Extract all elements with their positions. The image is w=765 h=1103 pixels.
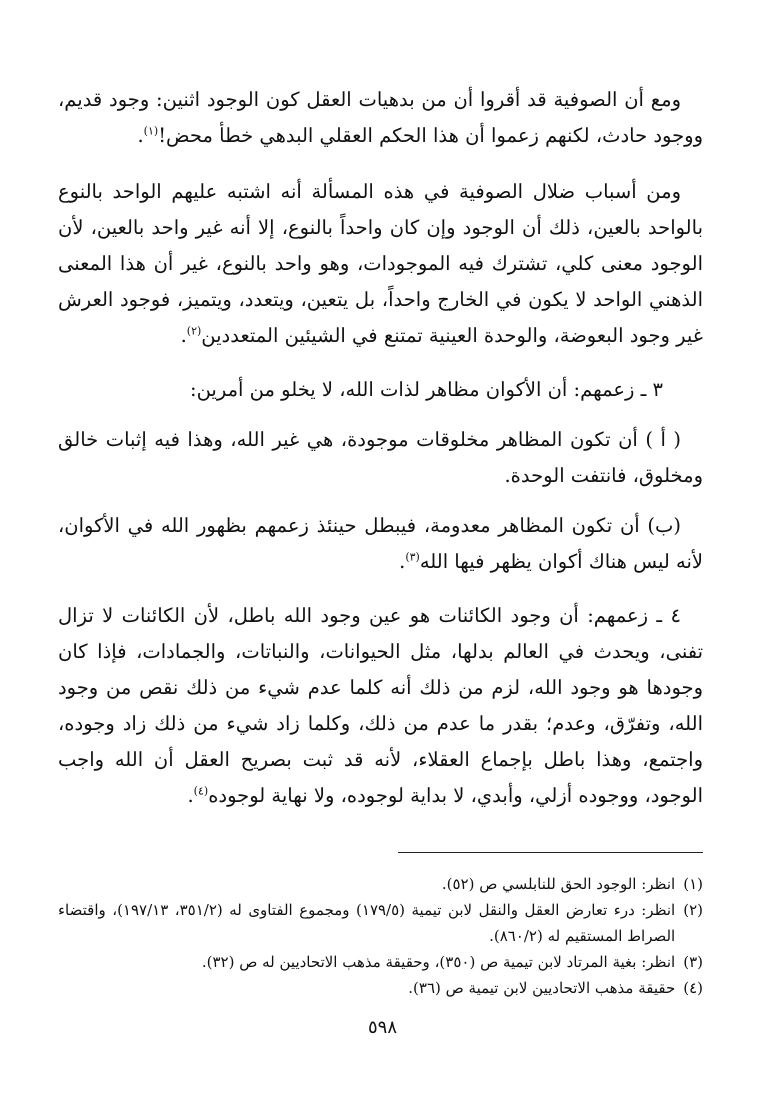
footnote-text: حقيقة مذهب الاتحاديين لابن تيمية ص (٣٦). bbox=[408, 979, 676, 997]
paragraph-3-text: ٣ ـ زعمهم: أن الأكوان مظاهر لذات الله، لا يخلو من أمرين: bbox=[190, 378, 663, 401]
paragraph-1-end: . bbox=[137, 124, 144, 147]
footnote-1 bbox=[58, 871, 703, 897]
footnote-number: (٣) bbox=[683, 953, 703, 971]
footnote-text: انظر: درء تعارض العقل والنقل لابن تيمية (١٧٩/٥) ومجموع الفتاوى له (٣٥١/٢، ١٩٧/١٣)، واقتضاء الصراط المستقيم له (٨٦٠/٢). bbox=[58, 901, 676, 945]
footnote-ref-4[interactable]: (٤) bbox=[193, 784, 209, 798]
footnotes-list bbox=[58, 871, 703, 1001]
footnote-divider bbox=[398, 852, 703, 853]
paragraph-5 bbox=[58, 508, 703, 580]
paragraph-2-text: ومن أسباب ضلال الصوفية في هذه المسألة أنه اشتبه عليهم الواحد بالنوع بالواحد بالعين، ذلك أن الوجود وإن كان واحداً بالنوع، إلا أنه غير واحد بالعين، لأن الوجود معنى كلي، تشترك فيه الموجودات، وهو واحد بالنوع، غير أن هذا المعنى الذهني الواحد لا يكون في الخارج واحداً، بل يتعين، ويتعدد، ويتميز، فوجود العرش غير وجود البعوضة، والوحدة العينية تمتنع في الشيئين المتعددين bbox=[58, 180, 703, 347]
paragraph-1 bbox=[58, 82, 703, 154]
paragraph-3 bbox=[58, 372, 703, 408]
footnote-ref-2[interactable]: (٢) bbox=[186, 324, 202, 338]
footnote-text: انظر: الوجود الحق للنابلسي ص (٥٢). bbox=[441, 875, 676, 893]
paragraph-6-end: . bbox=[187, 784, 194, 807]
paragraph-4-text: ( أ ) أن تكون المظاهر مخلوقات موجودة، هي غير الله، وهذا فيه إثبات خالق ومخلوق، فانتفت الوحدة. bbox=[58, 428, 703, 487]
footnote-ref-1[interactable]: (١) bbox=[143, 124, 159, 138]
paragraph-6 bbox=[58, 598, 703, 814]
page-number: ٥٩٨ bbox=[367, 1017, 397, 1038]
footnote-number: (٢) bbox=[683, 901, 703, 919]
paragraph-1-text: ومع أن الصوفية قد أقروا أن من بدهيات العقل كون الوجود اثنين: وجود قديم، ووجود حادث، لكنهم زعموا أن هذا الحكم العقلي البدهي خطأ محض! bbox=[58, 88, 703, 147]
paragraph-5-text: (ب) أن تكون المظاهر معدومة، فيبطل حينئذ زعمهم بظهور الله في الأكوان، لأنه ليس هناك أكوان يظهر فيها الله bbox=[58, 514, 703, 573]
paragraph-2 bbox=[58, 174, 703, 354]
paragraph-6-text: ٤ ـ زعمهم: أن وجود الكائنات هو عين وجود الله باطل، لأن الكائنات لا تزال تفنى، ويحدث في العالم بدلها، مثل الحيوانات، والنباتات، والجمادات، فإذا كان وجودها هو وجود الله، لزم من ذلك أنه كلما عدم شيء من ذلك نقص من وجود الله، وتفرّق، وعدم؛ بقدر ما عدم من ذلك، وكلما زاد شيء من ذلك زاد وجوده، واجتمع، وهذا باطل بإجماع العقلاء، لأنه قد ثبت بصريح العقل أن الله واجب الوجود، ووجوده أزلي، وأبدي، لا بداية لوجوده، ولا نهاية لوجوده bbox=[58, 604, 703, 807]
footnote-number: (١) bbox=[683, 875, 703, 893]
footnote-2 bbox=[58, 897, 703, 949]
footnote-number: (٤) bbox=[683, 979, 703, 997]
footnote-divider-wrap bbox=[58, 834, 703, 863]
paragraph-2-end: . bbox=[180, 324, 187, 347]
paragraph-5-end: . bbox=[399, 550, 406, 573]
footnote-4 bbox=[58, 975, 703, 1001]
page-content bbox=[58, 82, 703, 1001]
paragraph-4 bbox=[58, 422, 703, 494]
footnote-ref-3[interactable]: (٣) bbox=[405, 550, 420, 564]
footnote-3 bbox=[58, 949, 703, 975]
footnote-text: انظر: بغية المرتاد لابن تيمية ص (٣٥٠)، وحقيقة مذهب الاتحاديين له ص (٣٢). bbox=[201, 953, 676, 971]
